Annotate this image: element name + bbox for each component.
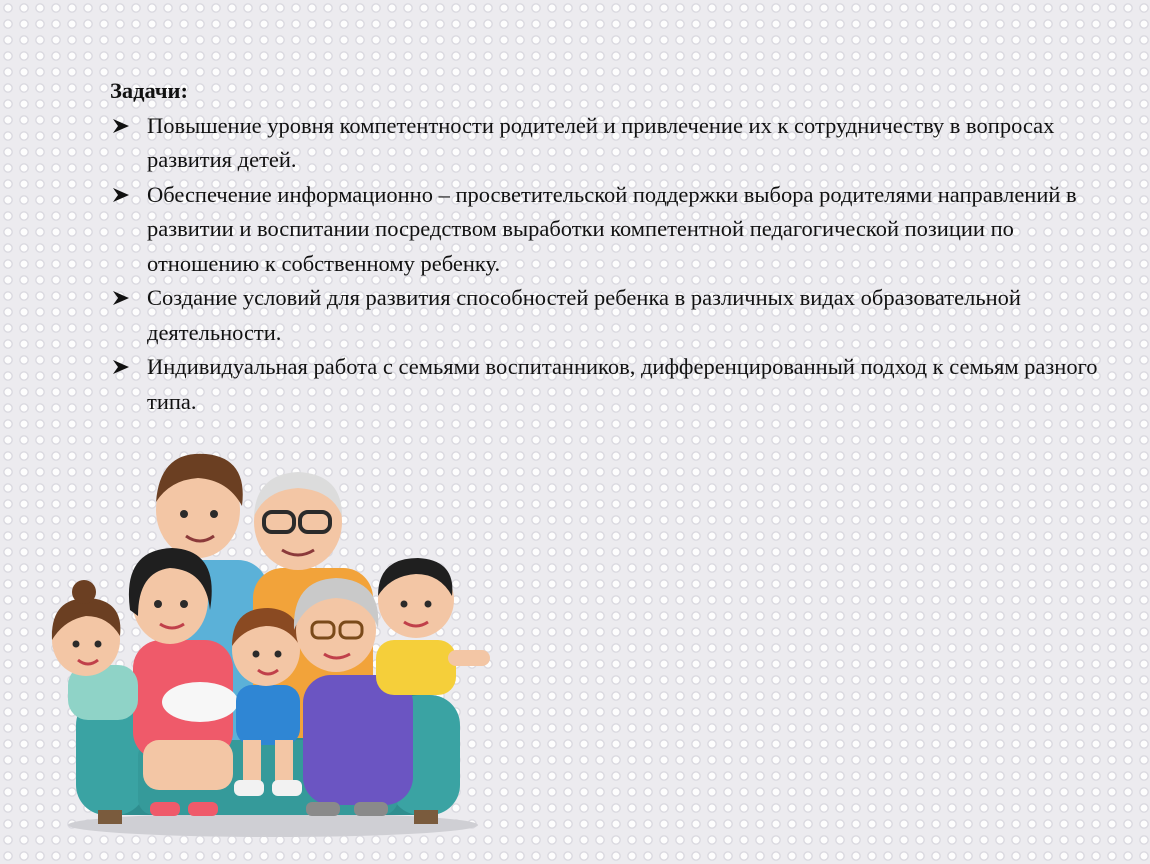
arrow-bullet-icon [112,359,130,375]
task-text: Создание условий для развития способностей ребенка в различных видах образовательной деятельности. [147,285,1021,345]
task-item [110,109,1100,178]
task-list [110,109,1100,420]
arrow-bullet-icon [112,187,130,203]
task-text: Индивидуальная работа с семьями воспитанников, дифференцированный подход к семьям разного типа. [147,354,1098,414]
slide-content [110,74,1100,419]
task-item [110,178,1100,282]
task-item [110,350,1100,419]
family-on-sofa-illustration [38,440,498,840]
task-item [110,281,1100,350]
task-text: Повышение уровня компетентности родителей и привлечение их к сотрудничеству в вопросах развития детей. [147,112,1055,172]
arrow-bullet-icon [112,118,130,134]
task-text: Обеспечение информационно – просветительской поддержки выбора родителями направлений в развитии и воспитании посредством выработки компетентной педагогической позиции по отношению к собственному ребенку. [147,181,1077,276]
slide-heading: Задачи: [110,78,189,103]
arrow-bullet-icon [112,290,130,306]
girl-figure [52,580,138,720]
older-boy-figure [376,558,490,695]
